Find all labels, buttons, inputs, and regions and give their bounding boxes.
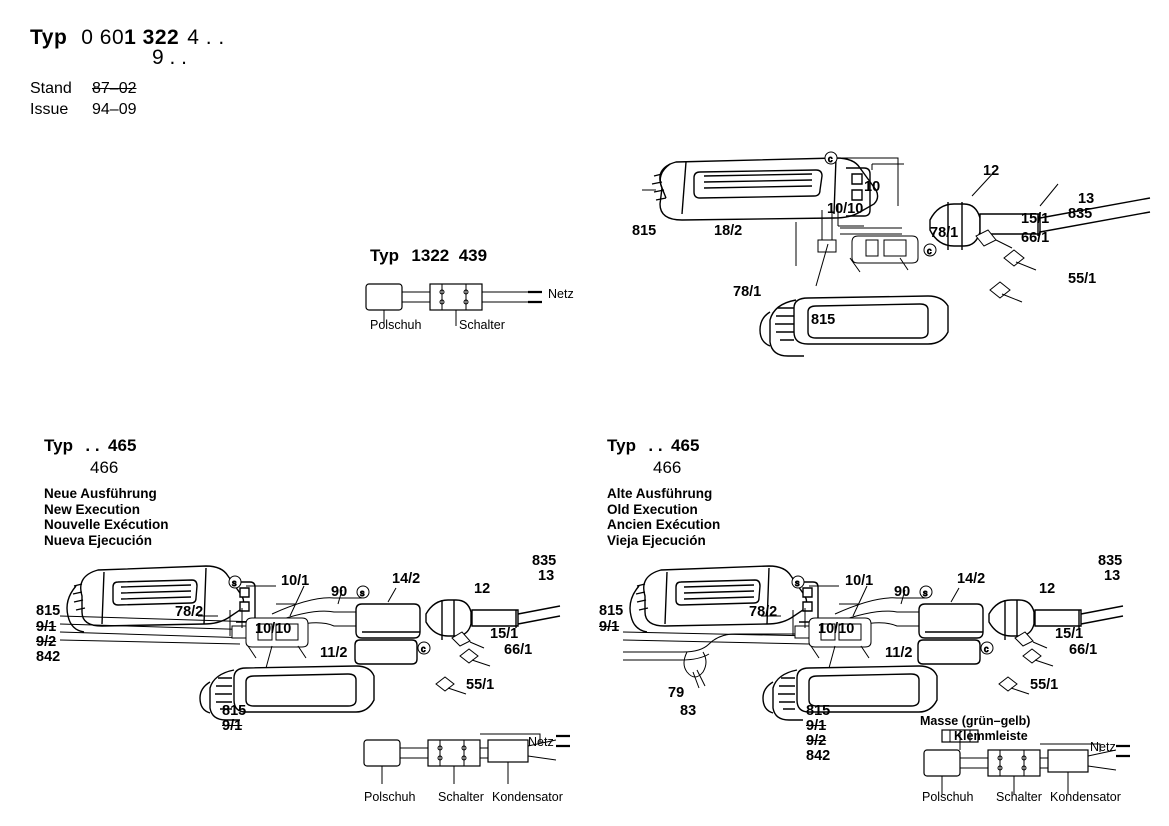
right-block-typ-label: Typ — [607, 436, 636, 455]
right-label-83: 83 — [680, 703, 697, 719]
label-815-top-a: 815 — [632, 223, 657, 239]
left-label-842: 842 — [36, 649, 61, 665]
label-10-top: 10 — [864, 179, 881, 195]
left-block-typ-row — [44, 436, 136, 456]
header-number-alt: 9 . . — [152, 46, 188, 69]
right-label-12: 12 — [1039, 581, 1056, 597]
right-label-78-2: 78/2 — [749, 604, 778, 620]
left-exec-line-1: New Execution — [44, 501, 141, 517]
left-label-835: 835 — [532, 553, 557, 569]
right-block-typ-num1: 465 — [671, 436, 700, 455]
left-label-815-a: 815 — [36, 603, 61, 619]
label-18-2-top: 18/2 — [714, 223, 743, 239]
svg-text:s: s — [232, 578, 237, 588]
left-schematic-polschuh: Polschuh — [364, 790, 416, 804]
right-label-9-2: 9/2 — [806, 733, 827, 749]
label-78-1-top-a: 78/1 — [930, 225, 959, 241]
right-label-9-1-a: 9/1 — [599, 619, 620, 635]
header-number-part2: 1 322 — [124, 26, 180, 49]
schematic-top-polschuh-label: Polschuh — [370, 318, 422, 332]
left-exec-line-0: Neue Ausführung — [44, 486, 157, 501]
right-label-842: 842 — [806, 748, 831, 764]
right-label-13: 13 — [1104, 568, 1121, 584]
right-block-typ-row — [607, 436, 699, 456]
right-label-10-10: 10/10 — [818, 621, 855, 637]
left-exec-line-2: Nouvelle Exécution — [44, 517, 169, 532]
right-label-10-1: 10/1 — [845, 573, 874, 589]
left-block-typ-num2: 466 — [90, 458, 119, 477]
label-10-10-top: 10/10 — [827, 201, 864, 217]
right-label-15-1: 15/1 — [1055, 626, 1084, 642]
svg-text:s: s — [923, 588, 928, 598]
right-exec-line-3: Vieja Ejecución — [607, 532, 706, 548]
label-835-top: 835 — [1068, 206, 1093, 222]
right-exec-line-2: Ancien Exécution — [607, 517, 721, 532]
left-exec-line-3: Nueva Ejecución — [44, 532, 153, 548]
right-block-typ-dots: . . — [648, 436, 663, 455]
right-block-title — [607, 436, 699, 478]
left-label-11-2: 11/2 — [320, 645, 348, 661]
right-schematic-schalter: Schalter — [996, 790, 1042, 804]
left-block-execution-lines — [44, 486, 169, 548]
left-label-10-10: 10/10 — [255, 621, 292, 637]
right-label-815-b: 815 — [806, 703, 831, 719]
schematic-top-number2: 439 — [458, 246, 488, 265]
svg-text:c: c — [984, 644, 989, 654]
label-15-1-top: 15/1 — [1021, 211, 1050, 227]
svg-text:c: c — [421, 644, 426, 654]
label-55-1-top: 55/1 — [1068, 271, 1097, 287]
left-label-55-1: 55/1 — [466, 677, 495, 693]
right-schematic-klemmleiste: Klemmleiste — [954, 729, 1028, 743]
top-right-assembly-drawing — [600, 140, 1160, 370]
left-schematic-schalter: Schalter — [438, 790, 484, 804]
right-exec-line-0: Alte Ausführung — [607, 486, 713, 501]
right-label-14-2: 14/2 — [957, 571, 986, 587]
schematic-top-number: 1322 — [411, 246, 450, 265]
label-12-top: 12 — [983, 163, 1000, 179]
label-66-1-top: 66/1 — [1021, 230, 1050, 246]
left-label-14-2: 14/2 — [392, 571, 421, 587]
label-78-1-top-b: 78/1 — [733, 284, 762, 300]
right-label-55-1: 55/1 — [1030, 677, 1059, 693]
header-issue-value: 94–09 — [92, 101, 137, 118]
right-schematic-kondensator: Kondensator — [1050, 790, 1121, 804]
header-issue-label: Issue — [30, 101, 69, 118]
left-schematic-netz: Netz — [528, 735, 554, 749]
left-block-typ-label: Typ — [44, 436, 73, 455]
header-stand-label: Stand — [30, 80, 72, 97]
left-schematic-kondensator: Kondensator — [492, 790, 563, 804]
left-block-title — [44, 436, 136, 478]
label-815-top-b: 815 — [811, 312, 836, 328]
right-block-execution-lines — [607, 486, 720, 548]
document-header — [30, 26, 225, 120]
left-schematic-drawing — [360, 732, 590, 784]
right-label-9-1-b: 9/1 — [806, 718, 827, 734]
header-stand-row — [30, 78, 225, 99]
header-stand-value: 87–02 — [92, 80, 137, 97]
svg-text:c: c — [828, 154, 833, 164]
left-label-815-b: 815 — [222, 703, 247, 719]
right-label-79: 79 — [668, 685, 685, 701]
right-schematic-netz: Netz — [1090, 740, 1116, 754]
schematic-top-title — [370, 246, 487, 266]
schematic-top-netz-label: Netz — [548, 287, 574, 301]
left-label-10-1: 10/1 — [281, 573, 310, 589]
left-label-9-1-b: 9/1 — [222, 718, 243, 734]
right-label-815-a: 815 — [599, 603, 624, 619]
left-block-typ-dots: . . — [85, 436, 100, 455]
schematic-top-typ-label: Typ — [370, 246, 399, 265]
header-stand-issue — [30, 78, 225, 120]
svg-text:c: c — [927, 246, 932, 256]
left-label-13: 13 — [538, 568, 555, 584]
right-label-66-1: 66/1 — [1069, 642, 1098, 658]
left-label-90: 90 — [331, 584, 348, 600]
left-block-typ-num1: 465 — [108, 436, 137, 455]
left-label-78-2: 78/2 — [175, 604, 204, 620]
left-label-9-1-a: 9/1 — [36, 619, 57, 635]
svg-text:s: s — [360, 588, 365, 598]
right-label-90: 90 — [894, 584, 911, 600]
header-number-part3: 4 . . — [187, 26, 225, 49]
header-issue-row — [30, 99, 225, 120]
right-block-typ-num2: 466 — [653, 458, 682, 477]
header-number-part1: 0 60 — [81, 26, 125, 49]
svg-text:s: s — [795, 578, 800, 588]
left-label-9-2: 9/2 — [36, 634, 57, 650]
header-type-line — [30, 26, 225, 50]
right-label-11-2: 11/2 — [885, 645, 913, 661]
label-13-top: 13 — [1078, 191, 1095, 207]
right-schematic-masse: Masse (grün–gelb) — [920, 714, 1031, 728]
right-schematic-polschuh: Polschuh — [922, 790, 974, 804]
header-typ-label: Typ — [30, 26, 68, 49]
left-label-15-1: 15/1 — [490, 626, 519, 642]
left-label-66-1: 66/1 — [504, 642, 533, 658]
left-label-12: 12 — [474, 581, 491, 597]
schematic-top-schalter-label: Schalter — [459, 318, 505, 332]
right-label-835: 835 — [1098, 553, 1123, 569]
right-exec-line-1: Old Execution — [607, 501, 698, 517]
